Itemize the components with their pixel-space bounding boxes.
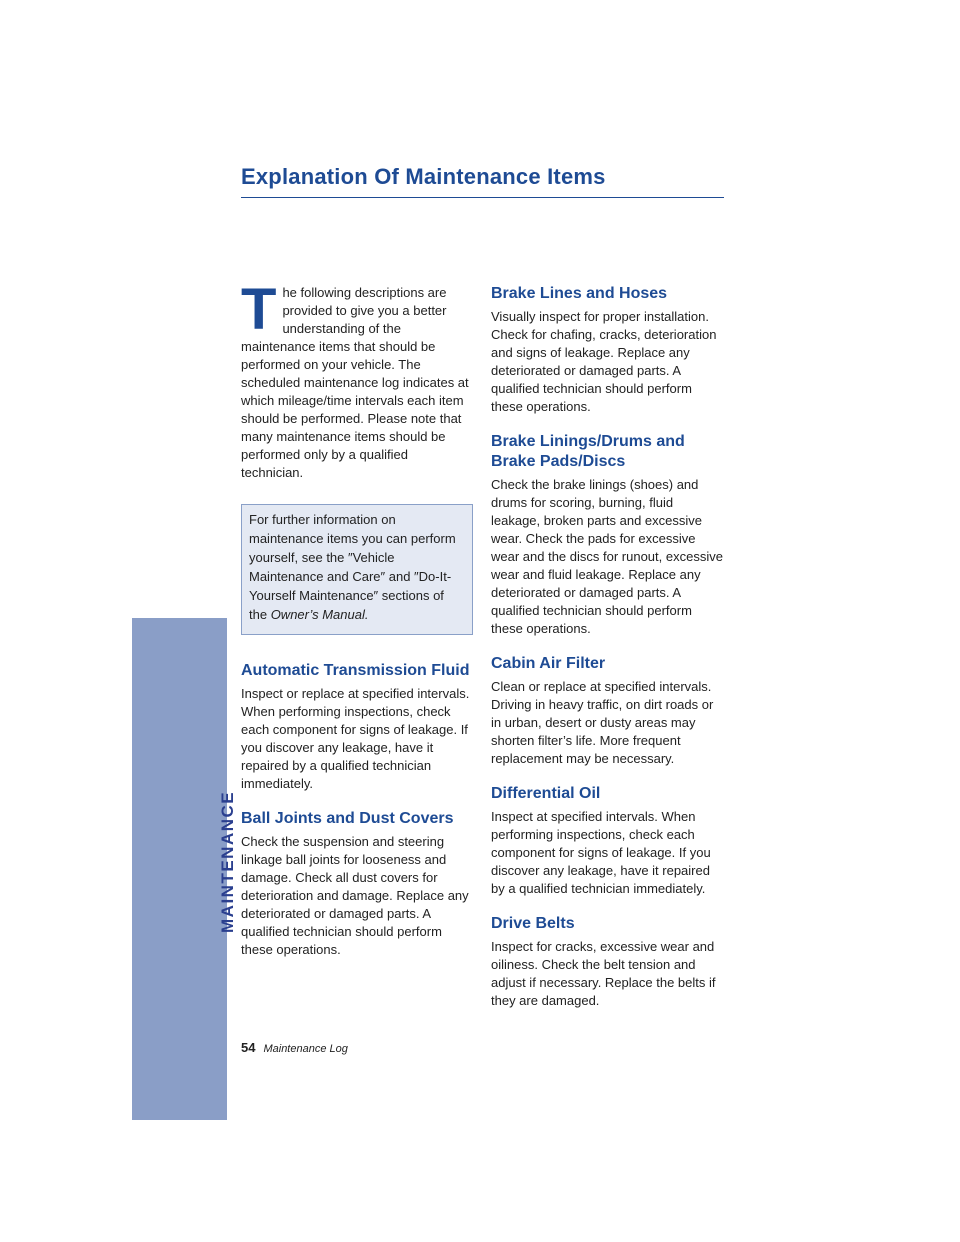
footer-label: Maintenance Log xyxy=(263,1043,348,1055)
left-column xyxy=(241,277,473,975)
page-footer xyxy=(241,1040,348,1055)
section-heading: Drive Belts xyxy=(491,915,575,932)
right-column xyxy=(491,284,723,1026)
intro-text: he following descriptions are provided to give you a better understanding of the maintenance items that should be performed on your vehicle. The scheduled maintenance log indicates at which mileage/time intervals each item should be performed. Please note that many maintenance items should be performed only by a qualified technician. xyxy=(241,285,469,480)
note-emphasis: Owner’s Manual. xyxy=(270,607,369,622)
section-body: Check the suspension and steering linkage ball joints for looseness and damage. Check all dust covers for deterioration and damage. Replace any deteriorated or damaged parts. A qualified technician should perform these operations. xyxy=(241,834,469,957)
section-body: Inspect or replace at specified intervals. When performing inspections, check each component for signs of leakage. If you discover any leakage, have it repaired by a qualified technician immediately. xyxy=(241,686,470,791)
section-drive-belts xyxy=(491,914,723,1010)
section-body: Visually inspect for proper installation. Check for chafing, cracks, deterioration and signs of leakage. Replace any deteriorated or damaged parts. A qualified technician should perform these operations. xyxy=(491,309,717,414)
section-brake-linings xyxy=(491,432,723,638)
section-body: Check the brake linings (shoes) and drums for scoring, burning, fluid leakage, broken parts and excessive wear. Check the pads for excessive wear and the discs for runout, excessive wear and fluid leakage. Replace any deteriorated or damaged parts. A qualified technician should perform these operations. xyxy=(491,477,723,636)
note-text: For further information on maintenance items you can perform yourself, see the ″Vehicle Maintenance and Care″ and ″Do-It-Yourself Maintenance″ sections of the xyxy=(249,512,456,622)
section-ball-joints xyxy=(241,809,473,959)
section-body: Inspect at specified intervals. When performing inspections, check each component for signs of leakage. If you discover any leakage, have it repaired by a qualified technician immediately. xyxy=(491,809,711,896)
page-number: 54 xyxy=(241,1040,256,1055)
intro-paragraph xyxy=(241,277,473,482)
section-tab-label: MAINTENANCE xyxy=(218,790,237,933)
note-box xyxy=(241,504,473,635)
section-heading: Brake Lines and Hoses xyxy=(491,285,668,302)
section-tab xyxy=(132,618,227,1120)
section-heading: Differential Oil xyxy=(491,785,601,802)
section-heading: Brake Linings/Drums and Brake Pads/Discs xyxy=(491,433,685,470)
section-heading: Automatic Transmission Fluid xyxy=(241,662,470,679)
section-body: Clean or replace at specified intervals. Driving in heavy traffic, on dirt roads or in urban, desert or dusty areas may shorten filter’s life. More frequent replacement may be necessary. xyxy=(491,679,714,766)
section-brake-lines xyxy=(491,284,723,416)
section-automatic-transmission-fluid xyxy=(241,661,473,793)
section-heading: Ball Joints and Dust Covers xyxy=(241,810,454,827)
section-differential-oil xyxy=(491,784,723,898)
title-divider xyxy=(241,197,724,198)
drop-cap: T xyxy=(241,277,277,342)
section-heading: Cabin Air Filter xyxy=(491,655,606,672)
section-cabin-air-filter xyxy=(491,654,723,768)
page-title: Explanation Of Maintenance Items xyxy=(241,164,606,189)
section-body: Inspect for cracks, excessive wear and oiliness. Check the belt tension and adjust if necessary. Replace the belts if they are damaged. xyxy=(491,939,716,1008)
